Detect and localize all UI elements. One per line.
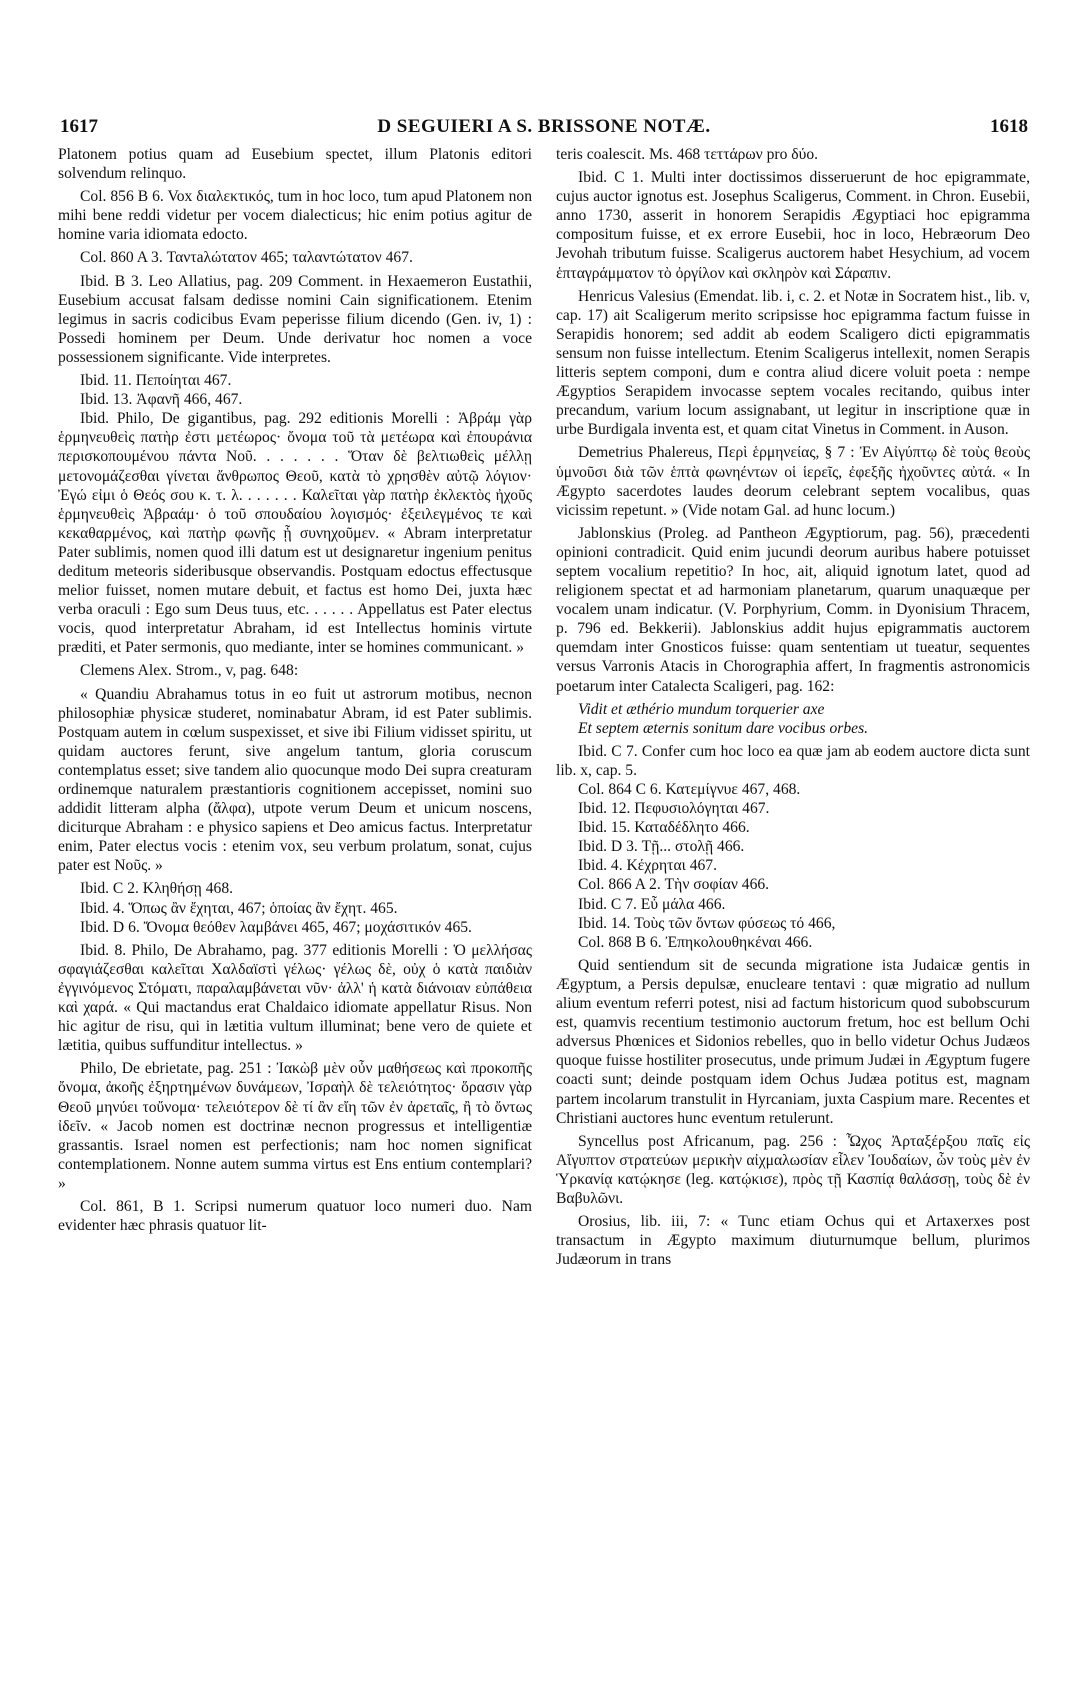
running-header xyxy=(60,116,1028,146)
paragraph: « Quandiu Abrahamus totus in eo fuit ut astrorum motibus, necnon philosophiæ physicæ studeret, nominabatur Abram, id est Pater sublimis. Postquam autem in cœlum suspexisset, et sive ibi Filium vidisset spiritu, ut quidam auctores ferunt, sive angelum tantum, gloria coruscum contemplatus esset; sive tandem alio quocunque modo Dei supra creaturam ordinemque naturalem præstantioris cognitionem accepisset, nomini suo addidit litteram alpha (ἄλφα), utpote verum Deum et unicum noscens, diciturque Abraham : e physico sapiens et Deo amicus factus. Interpretatur enim, Pater electus vocis : etenim vox, seu verbum prolatum, sonat, cujus pater est Νοῦς. » xyxy=(58,685,532,875)
paragraph: Philo, De ebrietate, pag. 251 : Ἰακὼβ μὲν οὖν μαθήσεως καὶ προκοπῆς ὄνομα, ἀκοῆς ἐξηρτημένων δυνάμεων, Ἰσραὴλ δὲ τελειότητος· ὅρασιν γὰρ Θεοῦ μηνύει τοὔνομα· τελειότερον δὲ τί ἂν εἴη τῶν ἐν ἀρεταῖς, ἢ τὸ ὄντως ἰδεῖν. « Jacob nomen est doctrinæ necnon progressus et intelligentiæ grassantis. Israel nomen est perfectionis; nam hoc nomen significat contemplationem. Nonne autem summa virtus est Ens entium contemplari? » xyxy=(58,1060,532,1192)
paragraph: Ibid. B 3. Leo Allatius, pag. 209 Comment. in Hexaemeron Eustathii, Eusebium accusat falsam dedisse nomini Cain significationem. Etenim legimus in sacris codicibus Evam peperisse filium dicendo (Gen. iv, 1) : Possedi hominem per Deum. Unde derivatur hoc nomen a voce possessionem significante. Vide interpretes. xyxy=(58,272,532,366)
note-entry: Ibid. 12. Πεφυσιολόγηται 467. xyxy=(578,800,770,818)
paragraph: Ibid. D 6. Ὄνομα θεόθεν λαμβάνει 465, 467; μοχάσιτικόν 465. xyxy=(80,918,472,936)
note-entry: Ibid. C 7. Confer cum hoc loco ea quæ jam ab eodem auctore dicta sunt lib. x, cap. 5. xyxy=(556,742,1030,779)
left-page-number: 1617 xyxy=(60,116,98,137)
paragraph: Demetrius Phalereus, Περὶ ἑρμηνείας, § 7 : Ἐν Αἰγύπτῳ δὲ τοὺς θεοὺς ὑμνοῦσι διὰ τῶν ἑπτὰ φωνηέντων οἱ ἱερεῖς, ἐφεξῆς ἠχοῦντες αὐτά. « In Ægypto sacerdotes laudes deorum celebrant septem vocalibus, quas vicissim repetunt. » (Vide notam Gal. ad hunc locum.) xyxy=(556,444,1030,519)
note-entry: Ibid. D 3. Τῇ... στολῇ 466. xyxy=(578,838,745,856)
note-entry: Ibid. 15. Καταδέδλητο 466. xyxy=(578,819,750,837)
paragraph: Quid sentiendum sit de secunda migratione ista Judaicæ gentis in Ægyptum, a Persis depulsæ, enucleare tentavi : quæ migratio ad nullum alium eventum referri potest, nisi ad factum historicum quod subobscurum est, quamvis recentium testimonio auctorum fretum, hoc est bellum Ochi adversus Phœnices et Sidonios rebelles, quo in bello videtur Ochus Judæos quoque fuisse hostiliter prosecutus, unde primum Judæi in Ægyptum fugere coacti sunt; deinde postquam idem Ochus Judæa potitus est, magnam partem incolarum transtulit in Hyrcaniam, juxta Caspium mare. Recentes et Christiani auctores hunc eventum retulerunt. xyxy=(556,956,1030,1127)
note-entry: Col. 864 C 6. Κατεμίγνυε 467, 468. xyxy=(578,781,801,798)
paragraph: Ibid. 8. Philo, De Abrahamo, pag. 377 editionis Morelli : Ὁ μελλήσας σφαγιάζεσθαι καλεῖται Χαλδαϊστὶ γέλως· γέλως δὲ, οὐχ ὁ κατὰ παιδιὰν ἐγγινόμενος Στόματι, παραλαμβάνεται νῦν· ἀλλ' ἡ κατὰ διάνοιαν εὐπάθεια καὶ χαρά. « Qui mactandus erat Chaldaico idiomate appellatur Risus. Non hic agitur de risu, qui in lætitia vultum illuminat; bene vero de quiete et lætitia, quibus suffunditur intellectus. » xyxy=(58,941,532,1055)
paragraph: Henricus Valesius (Emendat. lib. i, c. 2. et Notæ in Socratem hist., lib. v, cap. 17) ait Scaligerum merito scripsisse hoc epigramma factum fuisse in Serapidis honorem; sed addit ab eodem Scaligero dicti epigrammatis sensum non fuisse intellectum. Etenim Scaligerus intellexit, nomen Serapis litteris septem componi, dum e contra aliud dicere voluit poeta : nempe Ægyptios Serapidem invocasse septem vocales recitando, quibus inter precandum, varium locum assignabant, ut legitur in inscriptione quæ in urbe Burdigala inventa est, et quam citat Vinetus in Comment. in Auson. xyxy=(556,287,1030,439)
paragraph: Col. 861, B 1. Scripsi numerum quatuor loco numeri duo. Nam evidenter hæc phrasis quatuor lit- xyxy=(58,1197,532,1235)
note-entry: Col. 868 B 6. Ἐπηκολουθηκέναι 466. xyxy=(578,933,813,951)
left-column xyxy=(58,145,532,1239)
paragraph: Ibid. Philo, De gigantibus, pag. 292 editionis Morelli : Ἀβράμ γὰρ ἑρμηνευθεὶς πατὴρ ἐστι μετέωρος· ὄνομα τοῦ τὰ μετέωρα καὶ ἐπουράνια περισκοπουμένου πάντα Νοῦ. . . . . . . Ὅταν δὲ βελτιωθεὶς μέλλῃ μετονομάζεσθαι γίνεται ἄνθρωπος Θεοῦ, κατὰ τὸ χρησθὲν αὐτῷ λόγιον· Ἐγώ εἰμι ὁ Θεός σου κ. τ. λ. . . . . . . Καλεῖται γὰρ πατὴρ ἐκλεκτὸς ἠχοῦς ἑρμηνευθεὶς Ἀβραάμ· ὁ τοῦ σπουδαίου λογισμός· ἐξειλεγμένος τε καὶ κεκαθαρμένος, καὶ πατὴρ φωνῆς ᾗ συνηχοῦμεν. « Abram interpretatur Pater sublimis, nomen quod illi datum est ut designaretur ingenium penitus deditum meteoris sideribusque observandis. Postquam edoctus effectusque melior fuisset, nomen mutare debuit, et factus est homo Dei, juxta hæc verba oraculi : Ego sum Deus tuus, etc. . . . . . Appellatus est Pater electus vocis, quod interpretatur Abraham, id est Intellectus hominis virtute præditi, et Pater sermonis, quo mediante, inter se homines communicant. » xyxy=(58,410,532,657)
paragraph: Ibid. 4. Ὅπως ἂν ἔχηται, 467; ὁποίας ἂν ἔχητ. 465. xyxy=(80,899,398,917)
paragraph: Ibid. C 2. Κληθήσῃ 468. xyxy=(80,880,234,898)
note-entry: Ibid. C 7. Εὖ μάλα 466. xyxy=(578,895,726,913)
paragraph: Ibid. 11. Πεποίηται 467. xyxy=(80,372,232,390)
paragraph: Orosius, lib. iii, 7: « Tunc etiam Ochus qui et Artaxerxes post transactum in Ægypto maximum diuturnumque bellum, plurimos Judæorum in trans xyxy=(556,1213,1030,1269)
paragraph: Clemens Alex. Strom., v, pag. 648: xyxy=(80,662,299,680)
paragraph: Ibid. 13. Ἀφανῆ 466, 467. xyxy=(80,391,243,409)
paragraph: Col. 860 A 3. Ταντaλώτατον 465; ταλαντώτατον 467. xyxy=(80,249,413,267)
verse-line: Et septem æternis sonitum dare vocibus orbes. xyxy=(578,719,869,737)
paragraph: Platonem potius quam ad Eusebium spectet, illum Platonis editori solvendum relinquo. xyxy=(58,146,532,183)
right-page-number: 1618 xyxy=(990,116,1028,137)
paragraph: Jablonskius (Proleg. ad Pantheon Ægyptiorum, pag. 56), præcedenti opinioni contradicit. Quid enim jucundi deorum auribus habere potuisset septem vocalium repetitio? In hoc, ait, aliquid ignotum latet, quod ad religionem spectat et ad harmoniam planetarum, quarum unaquæque per vocalem unam indicatur. (V. Porphyrium, Comm. in Dyonisium Thracem, p. 796 ed. Bekkerii). Jablonskius addit hujus epigrammatis auctorem quemdam inter Gnosticos fuisse: quam sententiam ut tueatur, sequentes versus Varronis Atacis in Chorographia affert, In fragmentis astronomicis poetarum inter Catalecta Scaligeri, pag. 162: xyxy=(556,524,1030,695)
verse-line: Vidit et æthério mundum torquerier axe xyxy=(578,700,825,718)
paragraph: Syncellus post Africanum, pag. 256 : Ὦχος Ἀρταξέρξου παῖς εἰς Αἴγυπτον στρατεύων μερικὴν αἰχμαλωσίαν εἷλεν Ἰουδαίων, ὧν τοὺς μὲν ἐν Ὑρκανίᾳ κατῴκησε (leg. κατῴκισε), πρὸς τῇ Κασπίᾳ θαλάσσῃ, τοὺς δὲ ἐν Βαβυλῶνι. xyxy=(556,1132,1030,1207)
note-entry: Ibid. 4. Κέχρηται 467. xyxy=(578,857,717,875)
right-column xyxy=(556,145,1030,1273)
note-entry: Col. 866 A 2. Τὴν σοφίαν 466. xyxy=(578,876,770,894)
note-entry: Ibid. 14. Τοὺς τῶν ὄντων φύσεως τό 466, xyxy=(578,914,836,932)
paragraph: teris coalescit. Ms. 468 τεττάρων pro δύο. xyxy=(556,146,819,163)
running-title: D SEGUIERI A S. BRISSONE NOTÆ. xyxy=(377,116,711,137)
paragraph: Col. 856 B 6. Vox διαλεκτικός, tum in hoc loco, tum apud Platonem non mihi bene reddi videtur per vocem dialecticus; hic enim potius agitur de homine varia idiomata edocto. xyxy=(58,188,532,244)
paragraph: Ibid. C 1. Multi inter doctissimos disseruerunt de hoc epigrammate, cujus auctor ignotus est. Josephus Scaligerus, Comment. in Chron. Eusebii, anno 1730, asserit in honorem Serapidis Ægyptiaci hoc epigramma compositum fuisse, et ex errore Eusebii, hoc in loco, Hebræorum Deo Jevohah tributum fuisse. Scaligerus auctorem habet Hesychium, ad vocem ἑπταγράμματον τὸ ὀργίλον καὶ σκληρὸν καὶ Σάραπιν. xyxy=(556,169,1030,282)
